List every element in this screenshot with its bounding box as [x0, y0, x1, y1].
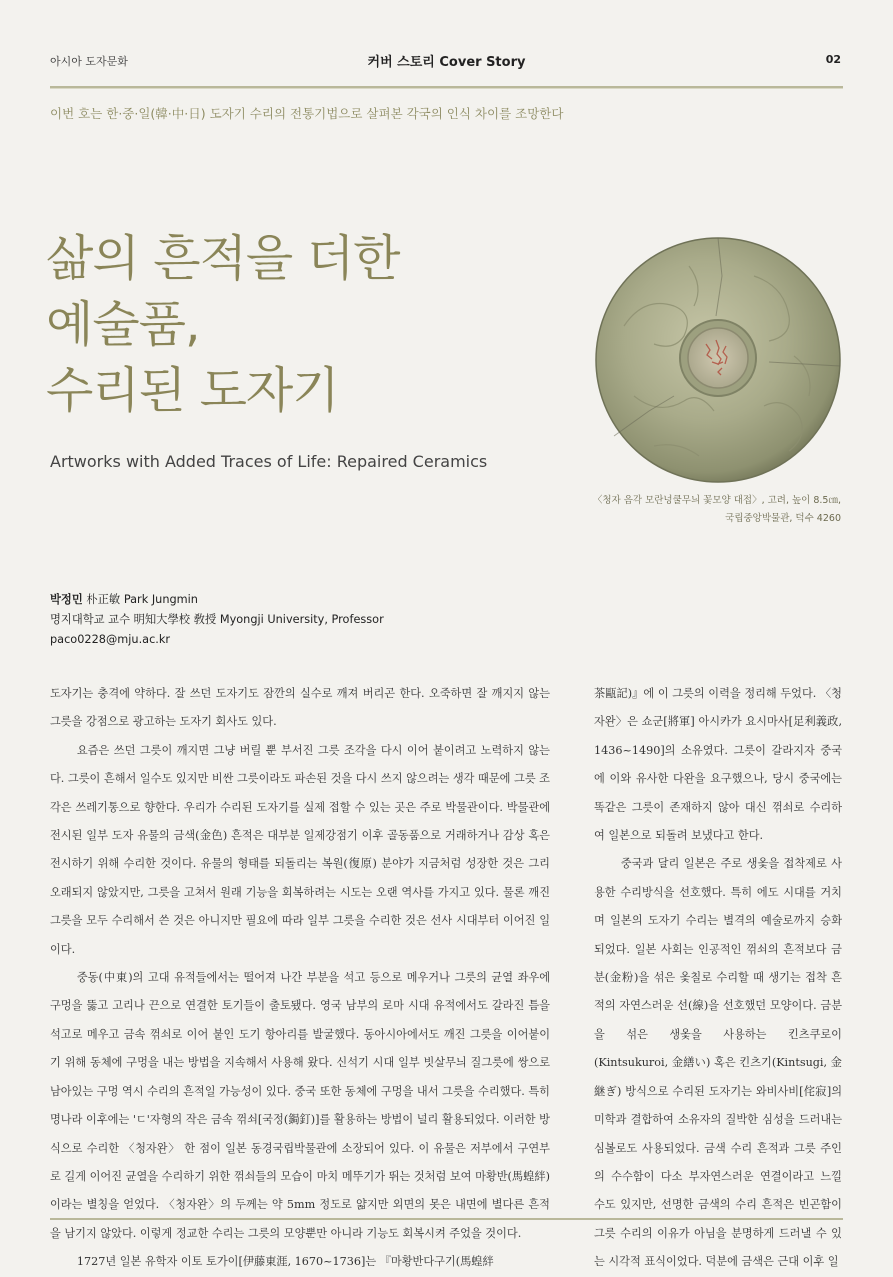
author-email: paco0228@mju.ac.kr [50, 633, 171, 646]
author-name-extra: 朴正敏 Park Jungmin [82, 593, 198, 606]
body-paragraph: 1727년 일본 유학자 이토 토가이[伊藤東涯, 1670~1736]는 『마황반다구기(馬蝗絆 [76, 1255, 494, 1269]
author-name: 박정민 [50, 593, 83, 606]
title-line-2: 예술품, [46, 296, 200, 353]
author-affiliation: 명지대학교 교수 明知大學校 敎授 Myongji University, Professor [50, 613, 384, 626]
page-number: 02 [825, 53, 841, 66]
title-line-3: 수리된 도자기 [46, 362, 339, 419]
bottom-divider [50, 1218, 843, 1220]
body-column-right [594, 680, 842, 1277]
header-section-title: 커버 스토리 Cover Story [367, 55, 526, 70]
header-magazine-section: 아시아 도자문화 [50, 55, 128, 68]
article-title [46, 226, 400, 424]
caption-line-1: 〈청자 음각 모란넝쿨무늬 꽃모양 대접〉, 고려, 높이 8.5㎝, [592, 495, 841, 506]
celadon-bowl-image [594, 236, 842, 484]
lead-sentence: 이번 호는 한·중·일(韓·中·日) 도자기 수리의 전통기법으로 살펴본 각국의 인식 차이를 조망한다 [50, 106, 564, 121]
top-divider [50, 86, 843, 89]
body-paragraph: 중동(中東)의 고대 유적들에서는 떨어져 나간 부분을 석고 등으로 메우거나 그릇의 균열 좌우에 구멍을 뚫고 고리나 끈으로 연결한 토기들이 출토됐다. 영국 남부의 로마 시대 유적에서도 갈라진 틈을 석고로 메우고 금속 꺾쇠로 이어 붙인 도기 항아리를 발굴했다. 동아시아에서도 깨진 그릇을 이어붙이기 위해 동체에 구멍을 내는 방법을 지속해서 사용해 왔다. 신석기 시대 일부 빗살무늬 질그릇에 쌍으로 남아있는 구멍 역시 수리의 흔적일 가능성이 있다. 중국 또한 동체에 구멍을 내서 그릇을 수리했다. 특히 명나라 이후에는 'ㄷ'자형의 작은 금속 꺾쇠[국정(鋦釘)]를 활용하는 방법이 널리 활용되었다. 이러한 방식으로 수리한 〈청자완〉 한 점이 일본 동경국립박물관에 소장되어 있다. 이 유물은 저부에서 구연부로 길게 이어진 균열을 수리하기 위한 꺾쇠들의 모습이 마치 메뚜기가 뛰는 것처럼 보여 마황반(馬蝗絆)이라는 별칭을 얻었다. 〈청자완〉의 두께는 약 5mm 정도로 얇지만 외면의 못은 내면에 별다른 흔적을 남기지 않았다. 이렇게 정교한 수리는 그릇의 모양뿐만 아니라 기능도 회복시켜 주었을 것이다. [50, 971, 550, 1240]
body-paragraph: 요즘은 쓰던 그릇이 깨지면 그냥 버릴 뿐 부서진 그릇 조각을 다시 이어 붙이려고 노력하지 않는다. 그릇이 흔해서 일수도 있지만 비싼 그릇이라도 파손된 것을 다시 쓰지 않으려는 생각 때문에 그릇 조각은 쓰레기통으로 향한다. 우리가 수리된 도자기를 실제 접할 수 있는 곳은 주로 박물관이다. 박물관에 전시된 일부 도자 유물의 금색(金色) 흔적은 대부분 일제강점기 이후 골동품으로 거래하거나 감상 혹은 전시하기 위해 수리한 것이다. 유물의 형태를 되돌리는 복원(復原) 분야가 지금처럼 성장한 것은 그리 오래되지 않았지만, 그릇을 고쳐서 원래 기능을 회복하려는 시도는 오랜 역사를 가지고 있다. 물론 깨진 그릇을 모두 수리해서 쓴 것은 아니지만 필요에 따라 일부 그릇을 수리한 것은 선사 시대부터 이어진 일이다. [50, 743, 550, 956]
author-block [50, 590, 384, 650]
article-subtitle: Artworks with Added Traces of Life: Repaired Ceramics [50, 452, 488, 471]
caption-line-2: 국립중앙박물관, 덕수 4260 [725, 513, 841, 524]
body-paragraph: 茶甌記)』에 이 그릇의 이력을 정리해 두었다. 〈청자완〉은 쇼군[將軍] 아시카가 요시마사[足利義政, 1436~1490]의 소유였다. 그릇이 갈라지자 중국에 이와 유사한 다완을 요구했으나, 당시 중국에는 똑같은 그릇이 존재하지 않아 대신 꺾쇠로 수리하여 일본으로 되돌려 보냈다고 한다. [594, 687, 842, 843]
body-paragraph: 도자기는 충격에 약하다. 잘 쓰던 도자기도 잠깐의 실수로 깨져 버리곤 한다. 오죽하면 잘 깨지지 않는 그릇을 강점으로 광고하는 도자기 회사도 있다. [50, 687, 550, 729]
image-caption [593, 492, 841, 528]
body-paragraph: 중국과 달리 일본은 주로 생옻을 접착제로 사용한 수리방식을 선호했다. 특히 에도 시대를 거치며 일본의 도자기 수리는 별격의 예술로까지 승화되었다. 일본 사회는 인공적인 꺾쇠의 흔적보다 금분(金粉)을 섞은 옻칠로 수리할 때 생기는 접착 흔적의 자연스러운 선(線)을 선호했던 모양이다. 금분을 섞은 생옻을 사용하는 킨츠쿠로이(Kintsukuroi, 金繕い) 혹은 킨츠기(Kintsugi, 金継ぎ) 방식으로 수리된 도자기는 와비사비[侘寂]의 미학과 결합하여 소유자의 질박한 심성을 드러내는 심볼로도 사용되었다. 금색 수리 흔적과 그릇 주인의 수수함이 다소 부자연스러운 연결이라고 느낄 수도 있지만, 선명한 금색의 수리 흔적은 빈곤함이 그릇 수리의 이유가 아님을 분명하게 드러낼 수 있는 시각적 표식이었다. 덕분에 금색은 근대 이후 일 [594, 857, 842, 1269]
body-column-left [50, 680, 550, 1277]
title-line-1: 삶의 흔적을 더한 [46, 230, 400, 287]
